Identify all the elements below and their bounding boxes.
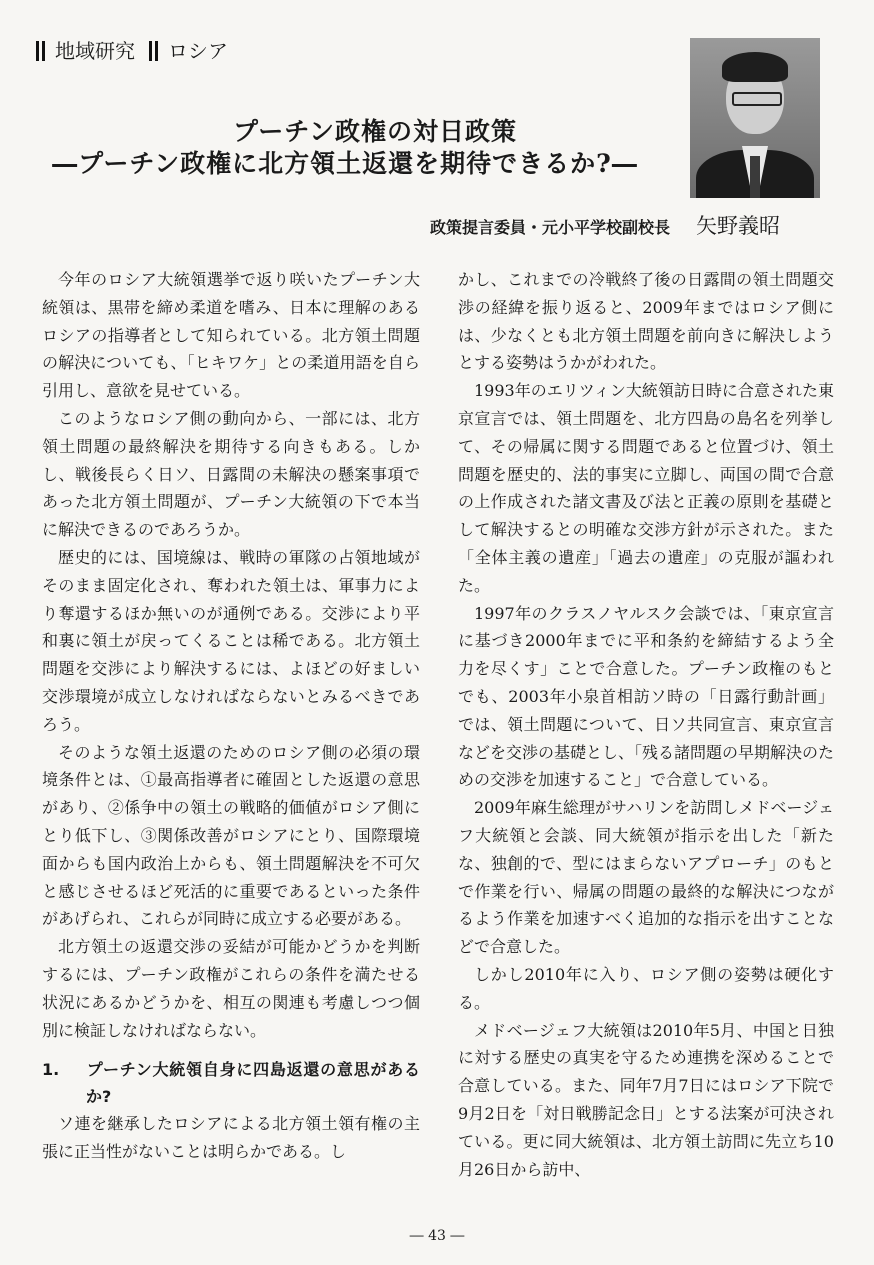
category-bar-icon bbox=[36, 41, 45, 61]
category-label: 地域研究 bbox=[55, 39, 135, 63]
paragraph: このようなロシア側の動向から、一部には、北方領土問題の最終解決を期待する向きもある。しかし、戦後長らく日ソ、日露間の未解決の懸案事項であった北方領土問題が、プーチン大統領の下で本当に解決できるのであろうか。 bbox=[42, 408, 420, 540]
article-title-block bbox=[0, 116, 690, 180]
paragraph: 1997年のクラスノヤルスク会談では、「東京宣言に基づき2000年までに平和条約を締結するよう全力を尽くす」ことで合意した。プーチン政権のもとでも、2003年小泉首相訪ソ時の「日露行動計画」では、領土問題について、日ソ共同宣言、東京宣言などを交渉の基礎とし、「残る諸問題の早期解決のための交渉を加速すること」で合意している。 bbox=[458, 603, 835, 790]
author-affiliation: 政策提言委員・元小平学校副校長 bbox=[430, 218, 671, 237]
article-title: プーチン政権の対日政策 bbox=[232, 117, 517, 146]
section-heading bbox=[42, 1056, 420, 1110]
paragraph: 1993年のエリツィン大統領訪日時に合意された東京宣言では、領土問題を、北方四島の島名を列挙して、その帰属に関する問題であると位置づけ、領土問題を歴史的、法的事実に立脚し、両国の間で合意の上作成された諸文書及び法と正義の原則を基礎として解決するとの明確な交渉方針が示された。また「全体主義の遺産」「過去の遺産」の克服が謳われた。 bbox=[458, 381, 834, 595]
paragraph: 2009年麻生総理がサハリンを訪問しメドベージェフ大統領と会談、同大統領が指示を出した「新たな、独創的で、型にはまらないアプローチ」のもとで作業を行い、帰属の問題の最終的な解決につながるよう作業を加速すべく追加的な指示を出すことなどで合意した。 bbox=[458, 798, 834, 957]
category-header bbox=[36, 38, 242, 64]
region-label: ロシア bbox=[168, 39, 228, 63]
right-column bbox=[458, 266, 834, 1183]
left-column bbox=[42, 266, 420, 1166]
article-subtitle: ―プーチン政権に北方領土返還を期待できるか?― bbox=[52, 149, 638, 178]
page-number: ― 43 ― bbox=[409, 1228, 465, 1244]
paragraph: 今年のロシア大統領選挙で返り咲いたプーチン大統領は、黒帯を締め柔道を嗜み、日本に理解のあるロシアの指導者として知られている。北方領土問題の解決についても、「ヒキワケ」との柔道用語を自ら引用し、意欲を見せている。 bbox=[42, 270, 420, 401]
section-title: プーチン大統領自身に四島返還の意思があるか? bbox=[86, 1060, 420, 1107]
author-line bbox=[430, 210, 830, 240]
category-bar-icon bbox=[149, 41, 158, 61]
author-name: 矢野義昭 bbox=[696, 214, 781, 238]
section-number: 1. bbox=[42, 1060, 60, 1080]
paragraph: しかし2010年に入り、ロシア側の姿勢は硬化する。 bbox=[458, 964, 834, 1012]
paragraph: 北方領土の返還交渉の妥結が可能かどうかを判断するには、プーチン政権がこれらの条件を満たせる状況にあるかどうかを、相互の関連も考慮しつつ個別に検証しなければならない。 bbox=[42, 937, 420, 1040]
paragraph: そのような領土返還のためのロシア側の必須の環境条件とは、①最高指導者に確固とした返還の意思があり、②係争中の領土の戦略的価値がロシア側にとり低下し、③関係改善がロシアにとり、国際環境面からも国内政治上からも、領土問題解決を不可欠と感じさせるほど死活的に重要であるといった条件があげられ、これらが同時に成立する必要がある。 bbox=[42, 742, 420, 929]
paragraph: ソ連を継承したロシアによる北方領土領有権の主張に正当性がないことは明らかである。し bbox=[42, 1114, 420, 1162]
paragraph: メドベージェフ大統領は2010年5月、中国と日独に対する歴史の真実を守るため連携を深めることで合意している。また、同年7月7日にはロシア下院で9月2日を「対日戦勝記念日」とする法案が可決されている。更に同大統領は、北方領土訪問に先立ち10月26日から訪中、 bbox=[458, 1020, 834, 1179]
author-photo bbox=[690, 38, 820, 198]
paragraph: かし、これまでの冷戦終了後の日露間の領土問題交渉の経緯を振り返ると、2009年まではロシア側には、少なくとも北方領土問題を前向きに解決しようとする姿勢はうかがわれた。 bbox=[458, 270, 834, 373]
paragraph: 歴史的には、国境線は、戦時の軍隊の占領地域がそのまま固定化され、奪われた領土は、軍事力により奪還するほか無いのが通例である。交渉により平和裏に領土が戻ってくることは稀である。北方領土問題を交渉により解決するには、よほどの好ましい交渉環境が成立しなければならないとみるべきであろう。 bbox=[42, 547, 420, 734]
